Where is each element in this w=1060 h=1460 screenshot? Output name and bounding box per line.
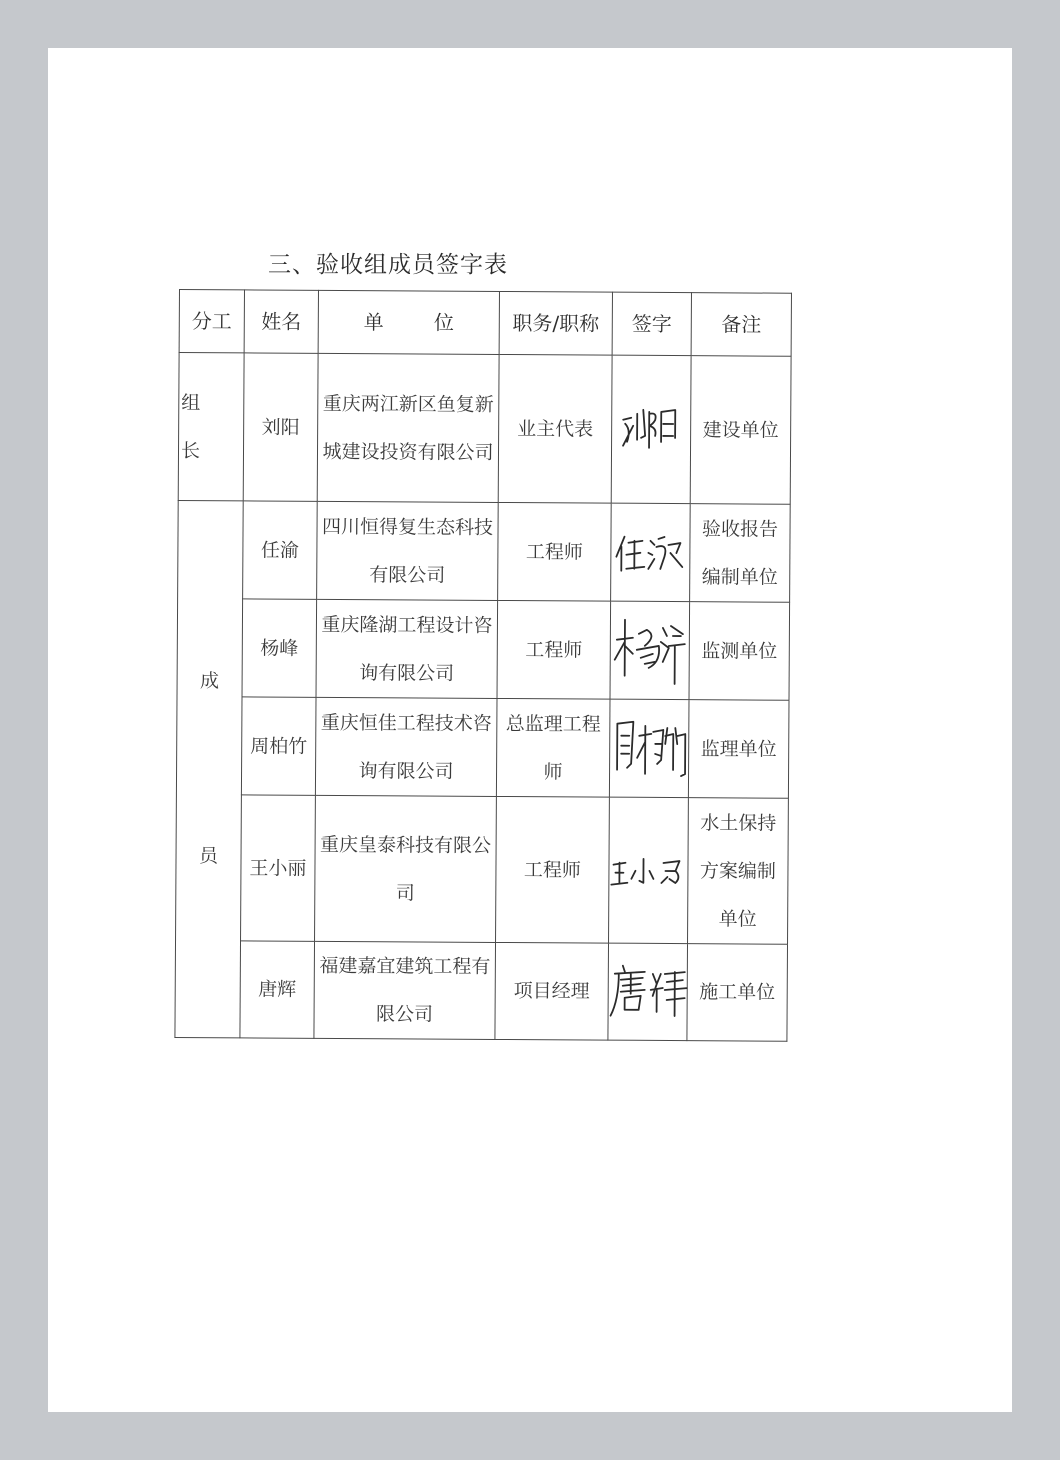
role-leader: 组 长 bbox=[178, 353, 244, 501]
table-row bbox=[178, 500, 791, 602]
header-name: 姓名 bbox=[244, 290, 318, 353]
member-position: 工程师 bbox=[496, 796, 610, 943]
header-unit: 单 位 bbox=[318, 290, 499, 354]
member-signature bbox=[611, 503, 691, 601]
member-position: 工程师 bbox=[498, 502, 612, 601]
member-remarks: 水土保持方案编制单位 bbox=[688, 798, 789, 945]
member-name: 唐辉 bbox=[240, 941, 315, 1038]
member-name: 王小丽 bbox=[241, 795, 316, 941]
member-position: 项目经理 bbox=[495, 942, 609, 1040]
signature-image bbox=[611, 713, 687, 783]
member-unit: 重庆恒佳工程技术咨询有限公司 bbox=[315, 697, 497, 796]
member-remarks: 监测单位 bbox=[689, 602, 790, 701]
member-name: 周柏竹 bbox=[241, 697, 316, 795]
member-name: 刘阳 bbox=[243, 353, 318, 501]
signature-image bbox=[612, 522, 688, 582]
member-signature bbox=[609, 797, 689, 943]
member-unit: 重庆隆湖工程设计咨询有限公司 bbox=[316, 599, 498, 698]
member-position: 总监理工程师 bbox=[496, 698, 610, 797]
table-header-row bbox=[179, 290, 791, 357]
header-role: 分工 bbox=[179, 290, 244, 353]
role-member bbox=[175, 500, 243, 1037]
member-position: 工程师 bbox=[497, 600, 611, 699]
role-member-bottom: 员 bbox=[198, 845, 219, 868]
header-signature: 签字 bbox=[612, 292, 691, 355]
member-unit: 四川恒得复生态科技有限公司 bbox=[317, 501, 499, 600]
member-signature bbox=[608, 943, 688, 1040]
document-title: 三、验收组成员签字表 bbox=[268, 252, 508, 278]
table-row bbox=[175, 940, 788, 1041]
role-member-top: 成 bbox=[200, 670, 220, 693]
member-name: 任渝 bbox=[243, 501, 318, 599]
member-unit: 重庆两江新区鱼复新城建设投资有限公司 bbox=[317, 353, 499, 502]
signature-table bbox=[174, 289, 792, 1042]
table-row bbox=[176, 696, 789, 798]
table-row bbox=[176, 794, 789, 944]
member-position: 业主代表 bbox=[498, 354, 612, 503]
header-remarks: 备注 bbox=[691, 293, 791, 357]
member-remarks: 验收报告编制单位 bbox=[690, 504, 791, 603]
member-signature bbox=[610, 601, 690, 699]
member-name: 杨峰 bbox=[242, 599, 317, 697]
member-remarks: 施工单位 bbox=[687, 944, 788, 1042]
member-unit: 福建嘉宜建筑工程有限公司 bbox=[314, 941, 496, 1039]
table-row bbox=[177, 598, 790, 700]
member-signature bbox=[611, 355, 691, 503]
member-signature bbox=[609, 699, 689, 797]
member-unit: 重庆皇泰科技有限公司 bbox=[315, 795, 497, 942]
member-remarks: 建设单位 bbox=[690, 356, 791, 505]
member-remarks: 监理单位 bbox=[688, 700, 789, 799]
signature-image bbox=[615, 389, 687, 469]
signature-image bbox=[609, 848, 687, 892]
signature-image bbox=[611, 605, 690, 695]
table-row bbox=[178, 353, 791, 505]
header-position: 职务/职称 bbox=[499, 291, 612, 355]
signature-image bbox=[609, 960, 689, 1024]
